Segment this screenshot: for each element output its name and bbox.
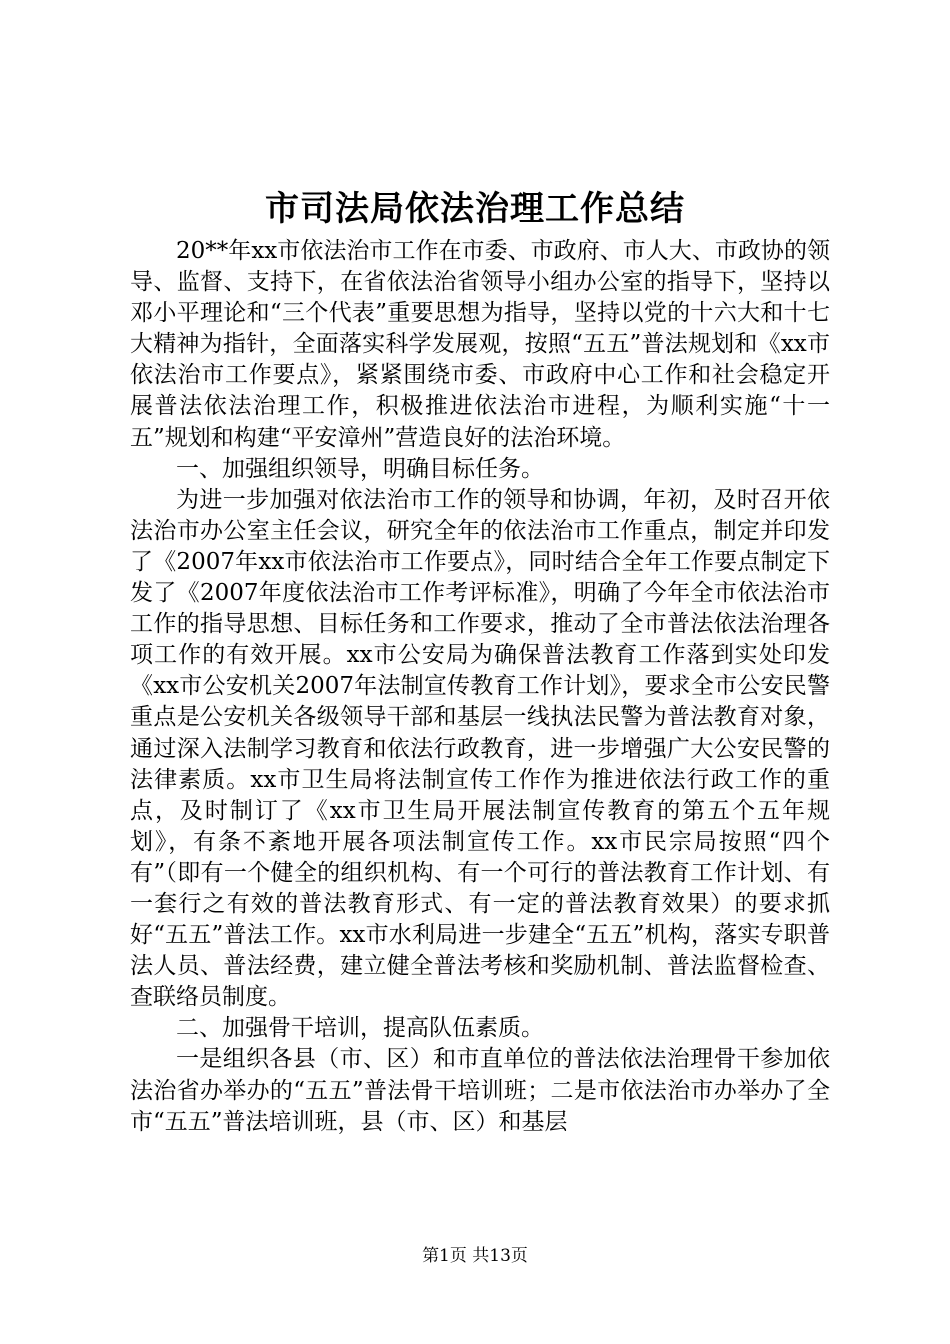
document-body: [130, 236, 830, 1138]
section-1-paragraph: 为进一步加强对依法治市工作的领导和协调，年初，及时召开依法治市办公室主任会议，研究全年的依法治市工作重点，制定并印发了《2007年xx市依法治市工作要点》，同时结合全年工作要点制定下发了《2007年度依法治市工作考评标准》，明确了今年全市依法治市工作的指导思想、目标任务和工作要求，推动了全市普法依法治理各项工作的有效开展。xx市公安局为确保普法教育工作落到实处印发《xx市公安机关2007年法制宣传教育工作计划》，要求全市公安民警重点是公安机关各级领导干部和基层一线执法民警为普法教育对象，通过深入法制学习教育和依法行政教育，进一步增强广大公安民警的法律素质。xx市卫生局将法制宣传工作作为推进依法行政工作的重点，及时制订了《xx市卫生局开展法制宣传教育的第五个五年规划》，有条不紊地开展各项法制宣传工作。xx市民宗局按照“四个有”（即有一个健全的组织机构、有一个可行的普法教育工作计划、有一套行之有效的普法教育形式、有一定的普法教育效果）的要求抓好“五五”普法工作。xx市水利局进一步建全“五五”机构，落实专职普法人员、普法经费，建立健全普法考核和奖励机制、普法监督检查、查联络员制度。: [130, 486, 830, 1011]
section-heading-2: 二、加强骨干培训，提高队伍素质。: [176, 1015, 544, 1042]
page-number: 第1页 共13页: [422, 1246, 528, 1266]
section-2-paragraph: 一是组织各县（市、区）和市直单位的普法依法治理骨干参加依法治省办举办的“五五”普法骨干培训班；二是市依法治市办举办了全市“五五”普法培训班，县（市、区）和基层: [130, 1046, 830, 1135]
intro-paragraph: 20**年xx市依法治市工作在市委、市政府、市人大、市政协的领导、监督、支持下，在省依法治省领导小组办公室的指导下，坚持以邓小平理论和“三个代表”重要思想为指导，坚持以党的十六大和十七大精神为指针，全面落实科学发展观，按照“五五”普法规划和《xx市依法治市工作要点》，紧紧围绕市委、市政府中心工作和社会稳定开展普法依法治理工作，积极推进依法治市进程，为顺利实施“十一五”规划和构建“平安漳州”营造良好的法治环境。: [130, 238, 830, 451]
section-heading-1: 一、加强组织领导，明确目标任务。: [176, 455, 544, 482]
document-title: 市司法局依法治理工作总结: [265, 189, 685, 229]
